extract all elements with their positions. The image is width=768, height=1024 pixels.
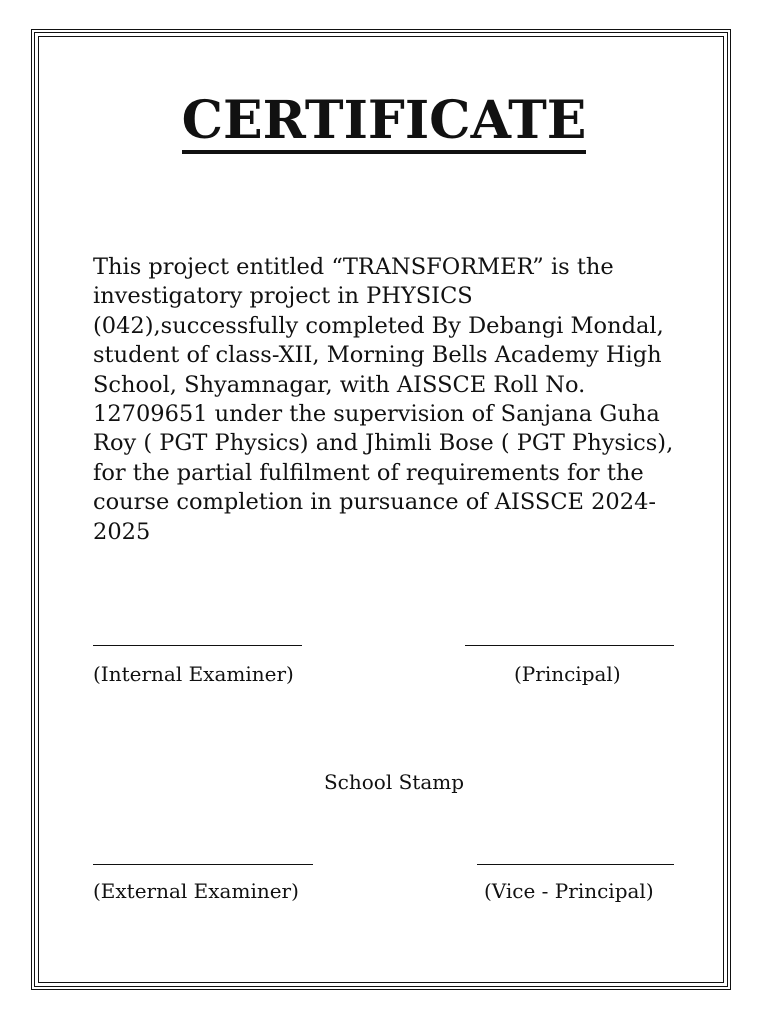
external-examiner-label: (External Examiner) bbox=[93, 879, 299, 903]
external-examiner-signature-line bbox=[93, 864, 313, 865]
internal-examiner-label: (Internal Examiner) bbox=[93, 662, 294, 686]
school-stamp-label: School Stamp bbox=[323, 770, 465, 794]
certificate-body-text: This project entitled “TRANSFORMER” is the investigatory project in PHYSICS (042),successfully completed By Debangi Mondal, student of class-XII, Morning Bells Academy High School, Shyamnagar, with AISSCE Roll No. 12709651 under the supervision of Sanjana Guha Roy ( PGT Physics) and Jhimli Bose ( PGT Physics), for the partial fulfilment of requirements for the course completion in pursuance of AISSCE 2024-2025 bbox=[93, 254, 674, 545]
vice-principal-label: (Vice - Principal) bbox=[484, 879, 654, 903]
principal-signature-line bbox=[465, 645, 674, 646]
internal-examiner-signature-line bbox=[93, 645, 302, 646]
certificate-title bbox=[0, 88, 768, 154]
principal-label: (Principal) bbox=[514, 662, 621, 686]
certificate-title-text: CERTIFICATE bbox=[182, 92, 587, 154]
vice-principal-signature-line bbox=[477, 864, 674, 865]
